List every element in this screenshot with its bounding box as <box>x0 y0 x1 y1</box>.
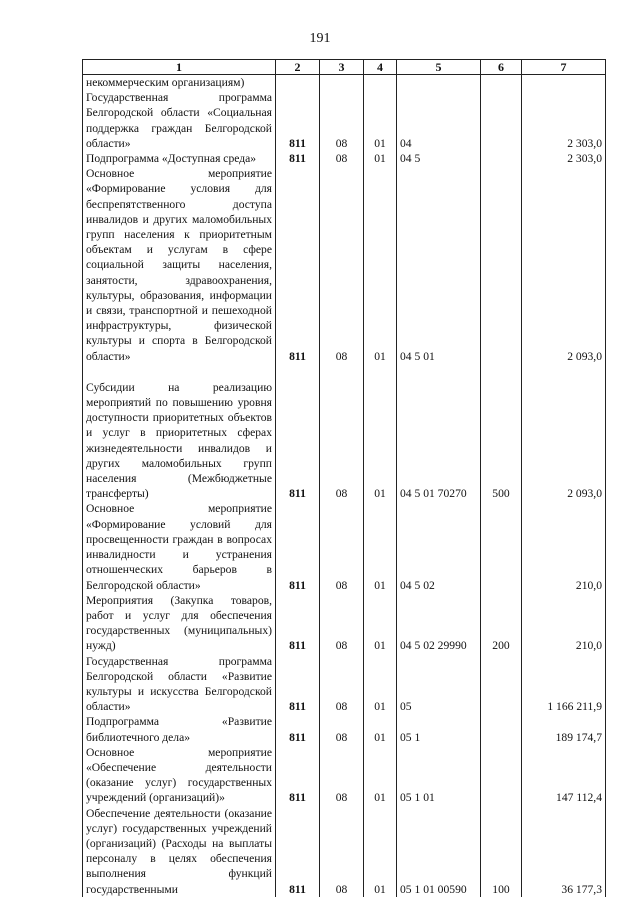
row-name: Обеспечение деятельности (оказание услуг) государственных учреждений (организаций) (Расходы на выплаты персоналу в целях обеспечения выполнения функций государственными <box>83 806 276 897</box>
table-row <box>83 593 606 654</box>
cell-amount: 2 093,0 <box>522 380 606 502</box>
cell-section: 08 <box>320 593 364 654</box>
cell-target-article: 04 <box>397 90 481 151</box>
cell-section: 08 <box>320 90 364 151</box>
cell-expense-type: 500 <box>481 380 522 502</box>
cell-admin-code: 811 <box>276 501 320 592</box>
column-header: 2 <box>276 60 320 75</box>
spacer-row <box>83 364 606 380</box>
table-row <box>83 745 606 806</box>
cell-expense-type: 100 <box>481 806 522 897</box>
cell-expense-type <box>481 166 522 364</box>
cell-section: 08 <box>320 745 364 806</box>
cell-admin-code: 811 <box>276 90 320 151</box>
table-row <box>83 806 606 897</box>
table-row <box>83 166 606 364</box>
cell-amount: 2 303,0 <box>522 151 606 166</box>
cell-section: 08 <box>320 714 364 744</box>
cell-expense-type: 200 <box>481 593 522 654</box>
cell-amount: 189 174,7 <box>522 714 606 744</box>
cell-subsection: 01 <box>364 166 397 364</box>
cell-expense-type <box>481 745 522 806</box>
row-name: Основное мероприятие «Формирование условия для беспрепятственного доступа инвалидов и других маломобильных групп населения к приоритетным объектам и услугам в сфере социальной защиты населения, занятости, здравоохранения, культуры, образования, информации и связи, транспортной и пешеходной инфраструктуры, физической культуры и спорта в Белгородской области» <box>83 166 276 364</box>
column-header: 3 <box>320 60 364 75</box>
cell-expense-type <box>481 501 522 592</box>
budget-table <box>82 59 606 897</box>
cell-amount: 2 303,0 <box>522 90 606 151</box>
row-name: Мероприятия (Закупка товаров, работ и услуг для обеспечения государственных (муниципальных) нужд) <box>83 593 276 654</box>
cell-section: 08 <box>320 151 364 166</box>
cell-amount: 1 166 211,9 <box>522 654 606 715</box>
table-row <box>83 714 606 744</box>
table-row <box>83 380 606 502</box>
column-header: 4 <box>364 60 397 75</box>
cell-subsection: 01 <box>364 745 397 806</box>
cell-subsection: 01 <box>364 151 397 166</box>
cell-admin-code: 811 <box>276 151 320 166</box>
row-name: Подпрограмма «Доступная среда» <box>83 151 276 166</box>
cell-target-article: 05 1 01 00590 <box>397 806 481 897</box>
header-row <box>83 60 606 75</box>
cell-target-article: 04 5 01 70270 <box>397 380 481 502</box>
cell-admin-code: 811 <box>276 166 320 364</box>
cell-section: 08 <box>320 806 364 897</box>
table-row <box>83 501 606 592</box>
cell-amount: 147 112,4 <box>522 745 606 806</box>
row-name: некоммерческим организациям) <box>83 75 276 91</box>
cell-expense-type <box>481 75 522 91</box>
page-number: 191 <box>309 31 331 46</box>
cell-admin-code: 811 <box>276 806 320 897</box>
cell-subsection: 01 <box>364 380 397 502</box>
cell-amount: 210,0 <box>522 593 606 654</box>
cell-amount: 36 177,3 <box>522 806 606 897</box>
cell-section <box>320 75 364 91</box>
cell-amount: 2 093,0 <box>522 166 606 364</box>
cell-section: 08 <box>320 501 364 592</box>
table-row <box>83 654 606 715</box>
cell-admin-code: 811 <box>276 745 320 806</box>
cell-subsection: 01 <box>364 90 397 151</box>
cell-subsection: 01 <box>364 593 397 654</box>
cell-admin-code <box>276 75 320 91</box>
cell-amount <box>522 75 606 91</box>
row-name: Подпрограмма «Развитие библиотечного дела» <box>83 714 276 744</box>
cell-target-article: 04 5 01 <box>397 166 481 364</box>
cell-section: 08 <box>320 654 364 715</box>
row-name: Государственная программа Белгородской области «Социальная поддержка граждан Белгородской области» <box>83 90 276 151</box>
cell-admin-code: 811 <box>276 593 320 654</box>
cell-amount: 210,0 <box>522 501 606 592</box>
cell-target-article <box>397 75 481 91</box>
table-row <box>83 151 606 166</box>
table-row <box>83 90 606 151</box>
cell-admin-code: 811 <box>276 714 320 744</box>
cell-section: 08 <box>320 380 364 502</box>
row-name: Основное мероприятие «Формирование условий для просвещенности граждан в вопросах инвалидности и устранения отношенческих барьеров в Белгородской области» <box>83 501 276 592</box>
cell-target-article: 05 <box>397 654 481 715</box>
cell-subsection: 01 <box>364 654 397 715</box>
row-name: Основное мероприятие «Обеспечение деятельности (оказание услуг) государственных учреждений (организаций)» <box>83 745 276 806</box>
cell-expense-type <box>481 654 522 715</box>
row-name: Субсидии на реализацию мероприятий по повышению уровня доступности приоритетных объектов и услуг в приоритетных сферах жизнедеятельности инвалидов и других маломобильных групп населения (Межбюджетные трансферты) <box>83 380 276 502</box>
cell-target-article: 04 5 <box>397 151 481 166</box>
column-header: 7 <box>522 60 606 75</box>
cell-subsection: 01 <box>364 806 397 897</box>
column-header: 6 <box>481 60 522 75</box>
cell-subsection <box>364 75 397 91</box>
cell-target-article: 04 5 02 29990 <box>397 593 481 654</box>
cell-section: 08 <box>320 166 364 364</box>
cell-target-article: 05 1 01 <box>397 745 481 806</box>
table-row <box>83 75 606 91</box>
cell-expense-type <box>481 90 522 151</box>
cell-target-article: 05 1 <box>397 714 481 744</box>
cell-admin-code: 811 <box>276 654 320 715</box>
cell-expense-type <box>481 151 522 166</box>
cell-admin-code: 811 <box>276 380 320 502</box>
column-header: 5 <box>397 60 481 75</box>
cell-target-article: 04 5 02 <box>397 501 481 592</box>
cell-expense-type <box>481 714 522 744</box>
cell-subsection: 01 <box>364 714 397 744</box>
row-name: Государственная программа Белгородской области «Развитие культуры и искусства Белгородской области» <box>83 654 276 715</box>
cell-subsection: 01 <box>364 501 397 592</box>
column-header: 1 <box>83 60 276 75</box>
